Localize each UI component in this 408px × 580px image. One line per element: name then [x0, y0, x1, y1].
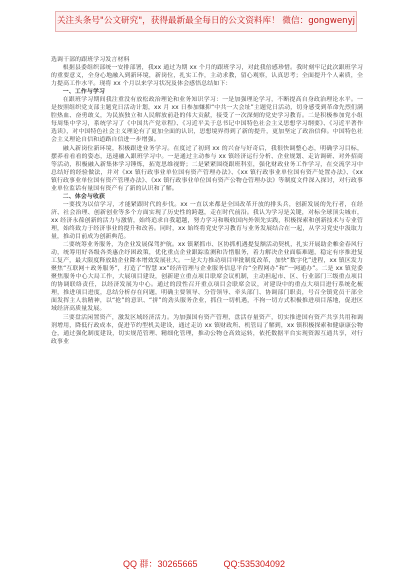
document-title: 选调干部的跟班学习发言材料	[51, 57, 130, 63]
paragraph-enterprise-service: 二要统筹业务服务，为企业发展保驾护航。xx 镇紧抓市、区协抓机遇提复额活动契机，扎实开展助企帷金春风行动，统筹用好各级各类惠企纾困政策，优化重点企业跟踪监测和告惜服务，着力解决企业面临难题，稳定有序推进复工复产，最大限度释放助企业降本增效发展社大。一是大力推动项目审批制度改革，加快“数字化”进程，xx 镇区发力聚焦“互联网＋政务服务”，打造了“智慧 xx”经济管理与企业服务信息平台“全程网办”和“一网通办”。二是 xx 镇党委聚焦服务中心大局工作，大展项目建设，创新建立重点项目联席会议机制，主动担起市、区、行业部门三级重点项目的协调联络责任，以经济发展为中心。通过的段性召开重点项目会联席会议，对建设中的重点大项目进行系统化梳理，推进项目进度，总结分析存在问题，明确主要领导、分管领导、牵头部门、协调部门职责，号召全镇党员干部全面发挥主人翁精神，以“抢”的意识、“拼”的劲头服务企业，抓住一切机遇，不拘一切方式积极推进项目落地，促进区域经济高质量发展。	[51, 242, 363, 313]
footer-qq-group: QQ 群：30265665	[122, 559, 198, 569]
section-heading-work-study: 一、工作与学习	[62, 89, 106, 96]
document-body	[51, 56, 363, 541]
promo-banner	[55, 11, 357, 32]
footer-qq-number: QQ:535304092	[223, 559, 286, 569]
paragraph-business-study: 融入新岗位新环境，积极跟进业务学习。在度过了初到 xx 的兴奋与好奇后，我很快调整心态，明确学习目标，摆养看看看的姿态，迅速融入跟班学习中。一是通过主动参与 xx 镇经济运行分析、企业规划、走访调研、对外招商等活动，积极融入新集体学习锤炼，拓宽思维视野；二是紧紧围绕跟班科室，强化财政业务工作学习，在交流学习中总结好的经验做法，并对《xx 镇行政事业单位国有资产管理办法》、《xx 镇行政事业单位国有资产处置办法》、《xx 镇行政事业单位国有资产管理办法》、《xx 镇行政事业单位国有资产公物仓管理办法》等制度文件深入探讨，对行政事业单位监话有量国有资产有了新的认识和了解。	[51, 145, 363, 192]
section-heading-experience: 二、体会与收获	[62, 193, 106, 200]
paragraph-idle-assets: 三要盘活闲置资产，激发区域经济活力。为加强国有资产管理，盘活存量资产，切实推进国有资产共享共用和调剂增用，降低行政成本，促进节约型机关建设，通过走访 xx 镇财政所、机管局了解到，xx 镇积极探索和健康康公物仓，通过强化制度建设，切实规范管理、精细化管理，推动公物仓高效运转，依托数据平台实现资源互通共享，对行政事业	[51, 314, 363, 345]
paragraph-intro: 根据县委组织部统一安排部署，我xx 通过为期 xx 个月的跟班学习，对此我倍感珍惜。我时刻牢记此次跟班学习的重要意义，全身心地融入到新环境，新岗位，扎实工作，主动求教，留心观察，认真思考；全面提升个人素质，全力提高工作水平。现将 xx 个月以来学习状况及体会感悟总结如下：	[51, 65, 363, 88]
promo-banner-text: 关注头条号"公文研究"，获得最新最全每日的公文资料库！ 微信：gongwenyj	[56, 16, 356, 26]
paragraph-theory-study: 在跟班学习期间我注重没有放松政治理论和业务知识学习：一是加强理论学习，不断提高自身政治理论水平。一是按照组织党支部主题党日活动计划，xx 月 xx 日参加嫌抑“中共一大会址”主题党日活动，切身感受到革命先烈们满腔热血、奋勇敢义，为民族独立和人民解放前赴的伟大贡献，接受了一次深刻的党史学习教育。二是积极参加党小组每周集中学习，系统学习了《中国共产党章程》、《习近平关于总书记中国特色社会主义思想学习纲要》、《习近平著作选读》，对中国特色社会主义理论有了更加全面的认识，思想境界得到了新的提升，更加坚定了政治信仰。中国特色社会主义理论自信和道路自信进一步增强。	[51, 97, 363, 144]
paragraph-learning: 一要找为以信学习，才能紧跟时代的步伐。xx 一直以来都是全国改革开放的排头兵，创新发展的先行者，在经济、社会治理、创新创业等多个方面实现了历史性的跨越，走在时代前沿。我认为学习是关键，对标全球顶尖城市，xx 经济永葆创新的活力与激情，始终追求自我超越，努力学习和吸收国内外领先实践，积极探索和创新技术与专业管理，始终致力于经济事业的提升和改善。同时，xx 始终将党史学习教育与业务发展结合在一起，从学习党史中汲取力量，推动目前成为创新典范。	[51, 201, 363, 241]
footer-contact	[0, 556, 408, 572]
